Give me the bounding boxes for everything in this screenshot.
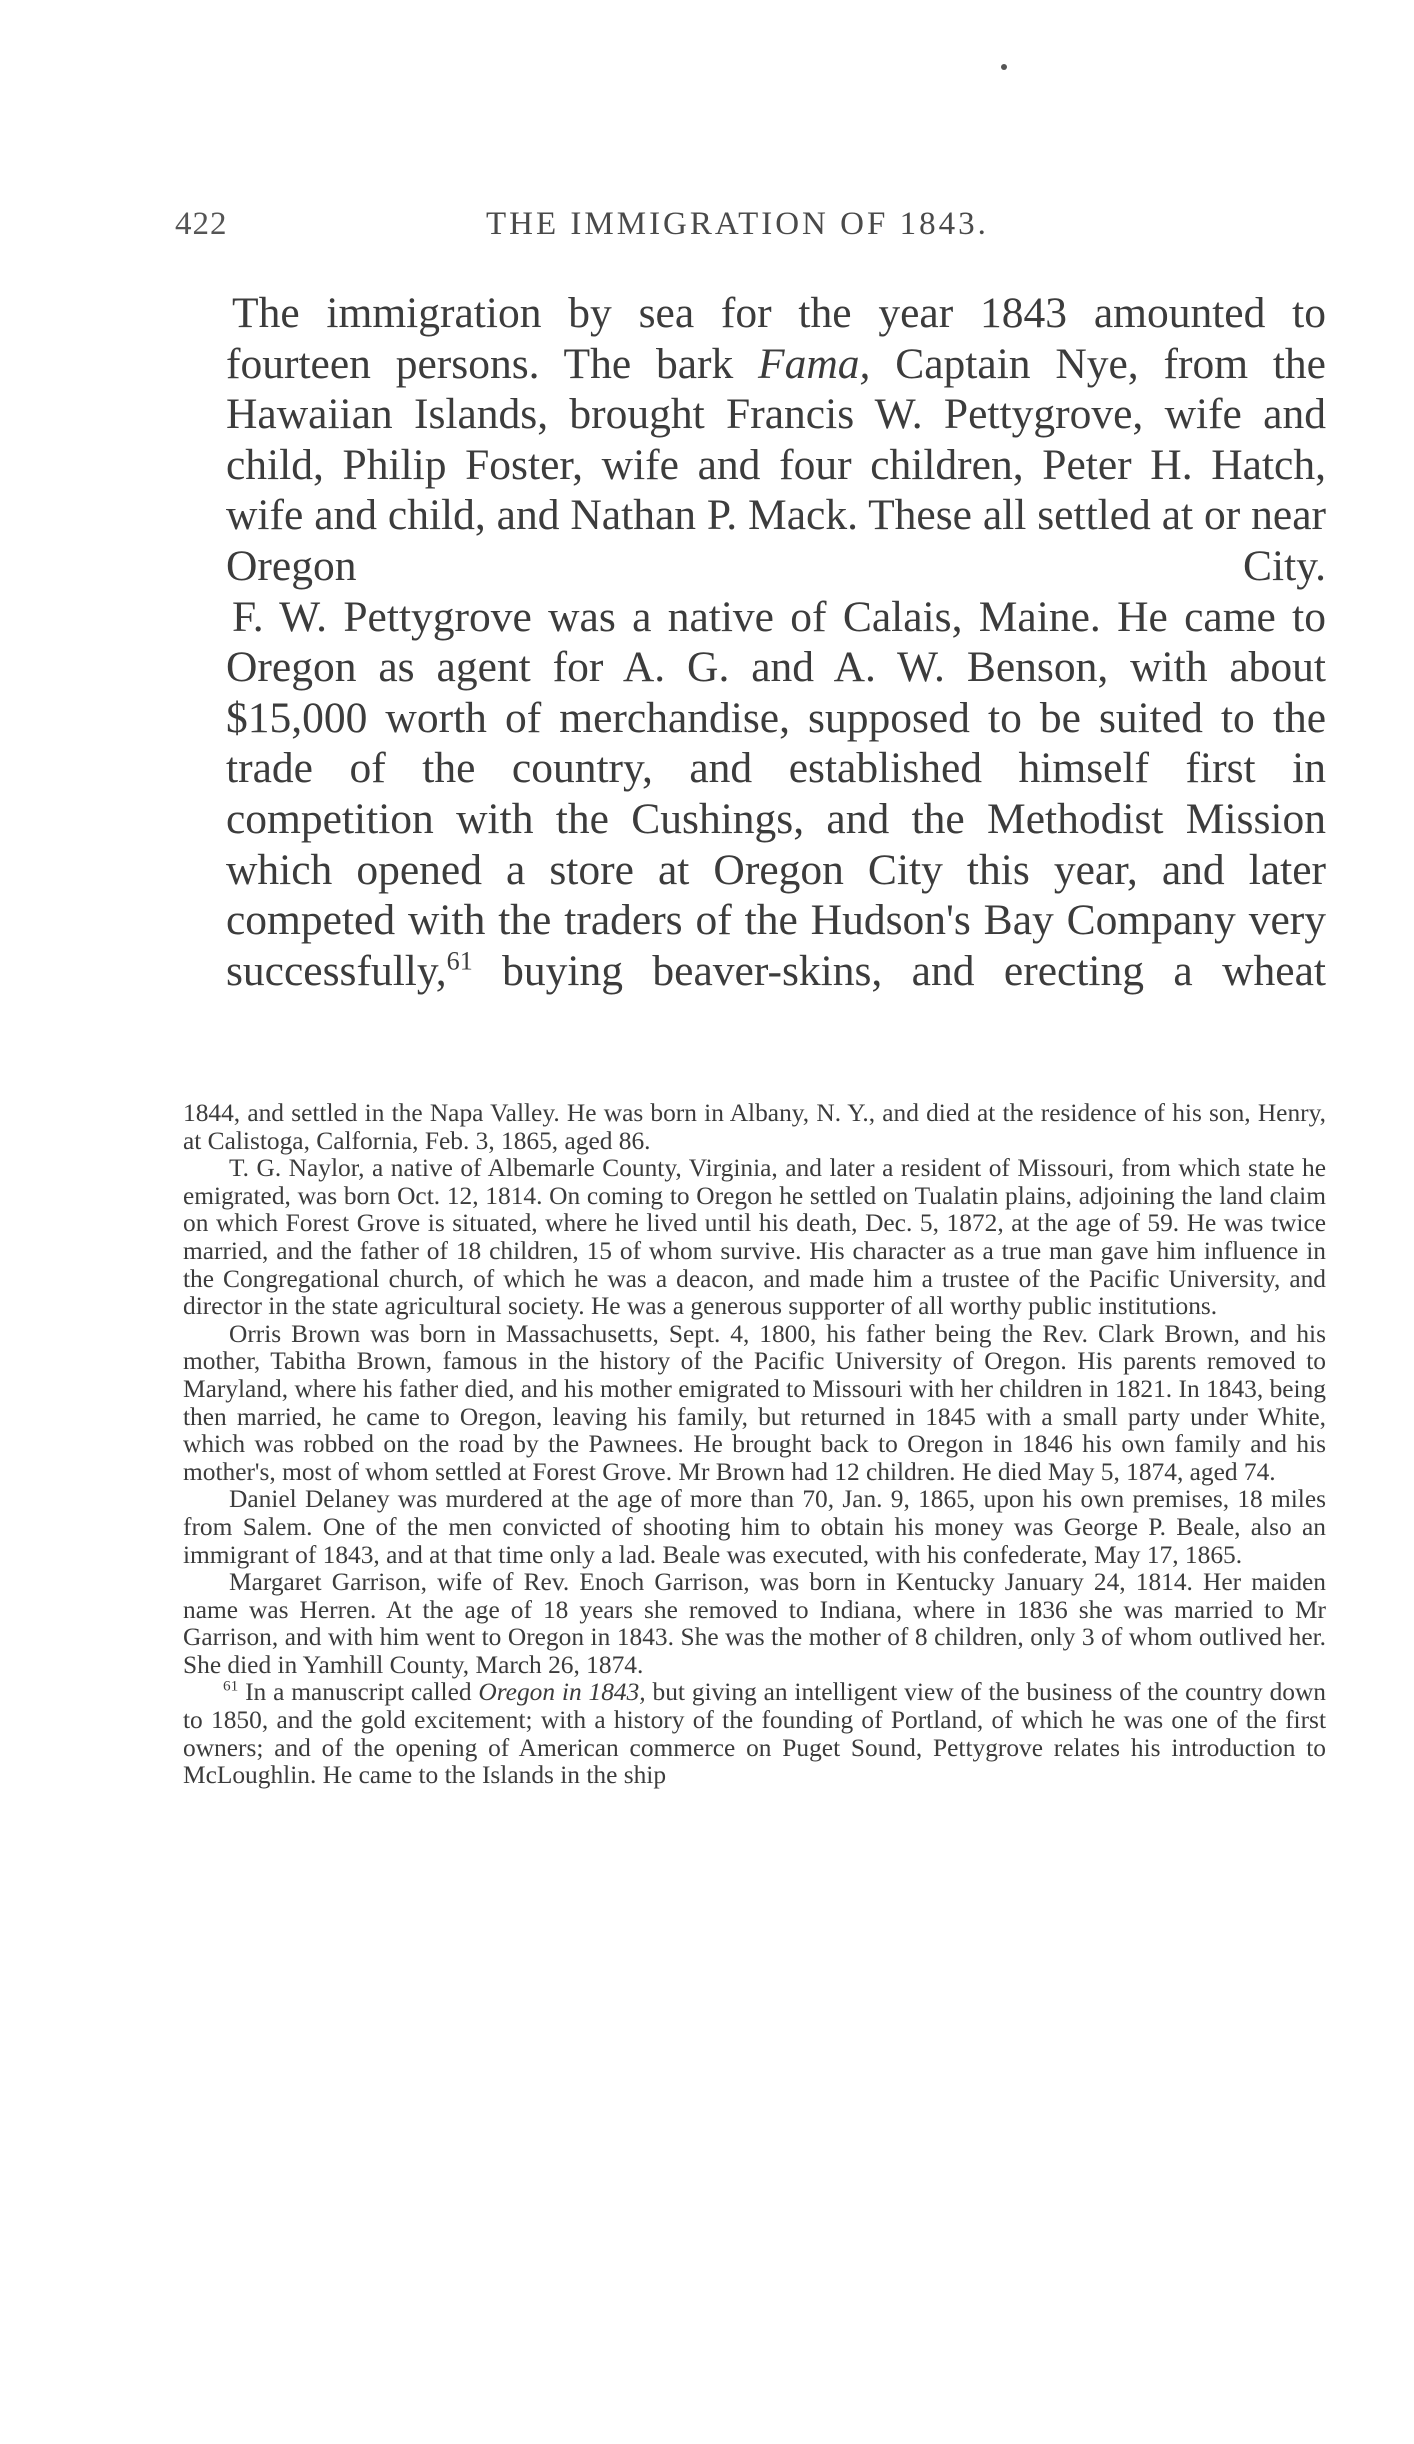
footnote-reference: 61 bbox=[446, 946, 473, 976]
footnote-61 bbox=[183, 1679, 1326, 1789]
footnote-delaney: Daniel Delaney was murdered at the age of more than 70, Jan. 9, 1865, upon his own premises, 18 miles from Salem. One of the men convicted of shooting him to obtain his money was George P. Beale, also an immigrant of 1843, and at that time only a lad. Beale was executed, with his confederate, May 17, 1865. bbox=[183, 1485, 1326, 1569]
footnote-text: but giving an intelligent view of the business of the country down to 1850, and the gold excitement; with a history of the founding of Portland, of which he was one of the first owners; and of the opening of American commerce on Puget Sound, Pettygrove relates his introduction to McLoughlin. He came to the Islands in the ship bbox=[183, 1678, 1326, 1790]
paragraph-sea-immigration bbox=[226, 288, 1326, 592]
paragraph-pettygrove bbox=[226, 592, 1326, 997]
page-header bbox=[0, 206, 1414, 256]
footnote-continuation: 1844, and settled in the Napa Valley. He was born in Albany, N. Y., and died at the residence of his son, Henry, at Calistoga, Calfornia, Feb. 3, 1865, aged 86. bbox=[183, 1099, 1326, 1155]
paragraph-text: buying beaver-skins, and erecting a wheat bbox=[472, 946, 1326, 995]
paragraph-text: Captain Nye, from the Hawaiian Islands, brought Francis W. Pettygrove, wife and child, Philip Foster, wife and four children, Peter H. Hatch, wife and child, and Nathan P. Mack. These all settled at or near Oregon City. bbox=[226, 339, 1326, 590]
page-number: 422 bbox=[175, 206, 228, 242]
running-title: THE IMMIGRATION OF 1843. bbox=[486, 206, 989, 242]
manuscript-title: Oregon in 1843, bbox=[478, 1678, 646, 1707]
footnote-brown: Orris Brown was born in Massachusetts, Sept. 4, 1800, his father being the Rev. Clark Brown, and his mother, Tabitha Brown, famous in the history of the Pacific University of Oregon. His parents removed to Maryland, where his father died, and his mother emigrated to Missouri with her children in 1821. In 1843, being then married, he came to Oregon, leaving his family, but returned in 1845 with a small party under White, which was robbed on the road by the Pawnees. He brought back to Oregon in 1846 his own family and his mother's, most of whom settled at Forest Grove. Mr Brown had 12 children. He died May 5, 1874, aged 74. bbox=[183, 1319, 1326, 1486]
main-text bbox=[226, 288, 1326, 996]
footnote-naylor: T. G. Naylor, a native of Albemarle County, Virginia, and later a resident of Missouri, from which state he emigrated, was born Oct. 12, 1814. On coming to Oregon he settled on Tualatin plains, adjoining the land claim on which Forest Grove is situated, where he lived until his death, Dec. 5, 1872, at the age of 59. He was twice married, and the father of 18 children, 15 of whom survive. His character as a true man gave him influence in the Congregational church, of which he was a deacon, and made him a trustee of the Pacific University, and director in the state agricultural society. He was a generous supporter of all worthy public institutions. bbox=[183, 1154, 1326, 1321]
print-speck bbox=[1001, 64, 1007, 70]
paragraph-text: The immigration by sea for the year 1843 amounted to fourteen persons. The bark bbox=[226, 289, 1326, 388]
footnote-mark: 61 bbox=[223, 1678, 239, 1695]
footnote-text: In a manuscript called bbox=[238, 1678, 479, 1707]
footnote-garrison: Margaret Garrison, wife of Rev. Enoch Garrison, was born in Kentucky January 24, 1814. Her maiden name was Herren. At the age of 18 years she removed to Indiana, where in 1836 she was married to Mr Garrison, and with him went to Oregon in 1843. She was the mother of 8 children, only 3 of whom outlived her. She died in Yamhill County, March 26, 1874. bbox=[183, 1568, 1326, 1679]
paragraph-text: F. W. Pettygrove was a native of Calais, Maine. He came to Oregon as agent for A. G. and A. W. Benson, with about $15,000 worth of merchandise, supposed to be suited to the trade of the country, and established himself first in competition with the Cushings, and the Methodist Mission which opened a store at Oregon City this year, and later competed with the traders of the Hudson's Bay Company very successfully, bbox=[226, 592, 1326, 995]
ship-name: Fama, bbox=[758, 339, 871, 388]
footnotes bbox=[183, 1100, 1326, 1790]
